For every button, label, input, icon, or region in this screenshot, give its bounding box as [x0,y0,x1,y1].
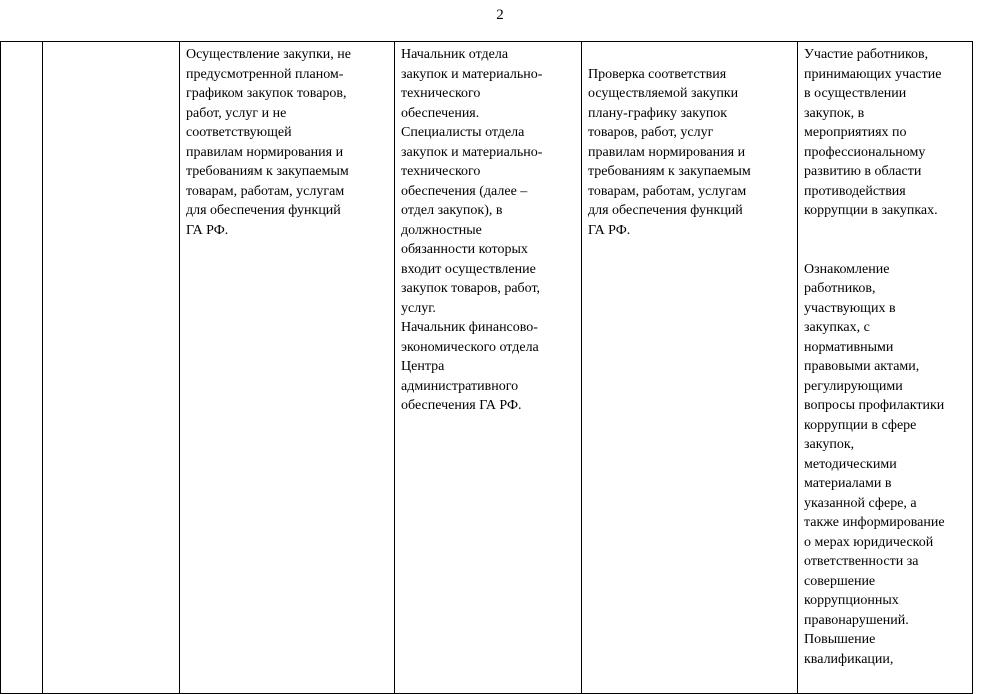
control-text-line: требованиям к закупаемым [588,164,751,179]
prevention-text-line: Повышение [804,632,876,647]
responsible-text-line: Начальник отдела [401,47,509,62]
cell-prevention-measures [798,42,973,694]
responsible-text-line: Начальник финансово- [401,320,538,335]
prevention-text-line: ответственности за [804,554,919,569]
prevention-text-line: Участие работников, [804,47,929,62]
prevention-text-line: развитию в области [804,164,922,179]
measures-table [0,41,973,694]
control-text-line: товаров, работ, услуг [588,125,714,140]
control-text-line: для обеспечения функций [588,203,743,218]
prevention-text-line: правонарушений. [804,612,909,628]
responsible-text-line: отдел закупок), в [401,203,503,218]
risk-text-line: предусмотренной планом- [186,66,344,82]
risk-text-line: графиком закупок товаров, [186,86,347,101]
prevention-text-line: также информирование [804,515,945,530]
control-text-line: Проверка соответствия [588,66,727,82]
risk-text-line: соответствующей [186,125,292,140]
paragraph-gap [804,221,966,241]
prevention-text-line: регулирующими [804,378,903,394]
prevention-text-line: указанной сфере, а [804,495,917,511]
risk-text-line: товарам, работам, услугам [186,183,345,199]
cell-number [1,42,43,694]
control-text-line: товарам, работам, услугам [588,183,747,199]
responsible-text-line: административного [401,378,519,394]
prevention-text-line: принимающих участие [804,66,942,82]
prevention-text-line: вопросы профилактики [804,398,945,413]
prevention-text-line: квалификации, [804,651,894,667]
prevention-text-line: коррупции в закупках. [804,203,938,218]
responsible-text-line: закупок и материально- [401,144,543,160]
risk-text-line: работ, услуг и не [186,105,287,121]
prevention-text-line: закупок, [804,437,855,452]
prevention-text-line: противодействия [804,183,906,199]
responsible-text-line: входит осуществление [401,261,536,277]
responsible-text-line: технического [401,86,481,101]
responsible-text-line: должностные [401,222,482,238]
cell-responsible-positions [395,42,582,694]
control-text-line: осуществляемой закупки [588,86,739,101]
prevention-text-line: мероприятиях по [804,125,907,140]
table-row [1,42,973,694]
prevention-text-line: работников, [804,281,876,296]
prevention-text-line: коррупции в сфере [804,417,917,433]
prevention-text-line: совершение [804,573,876,589]
paragraph-gap [804,240,966,260]
prevention-text-line: в осуществлении [804,86,907,101]
responsible-text-line: закупок товаров, работ, [401,281,541,296]
control-text-line: плану-графику закупок [588,105,728,121]
responsible-text-line: обеспечения. [401,105,480,121]
prevention-text-line: материалами в [804,476,892,491]
risk-text-line: для обеспечения функций [186,203,341,218]
risk-text-line: правилам нормирования и [186,144,344,160]
prevention-text-line: нормативными [804,339,894,355]
responsible-text-line: обязанности которых [401,242,528,257]
prevention-text-line: методическими [804,456,897,472]
responsible-text-line: технического [401,164,481,179]
responsible-text-line: Центра [401,359,445,374]
prevention-text-line: профессиональному [804,144,926,160]
control-text-line: ГА РФ. [588,222,631,238]
responsible-text-line: услуг. [401,300,436,316]
page-number: 2 [496,7,504,23]
cell-risk-description [180,42,395,694]
responsible-text-line: экономического отдела [401,339,539,355]
cell-control-measures [582,42,798,694]
prevention-text-line: коррупционных [804,593,899,608]
prevention-text-line: правовыми актами, [804,359,920,374]
prevention-text-line: закупках, с [804,320,870,335]
cell-function [43,42,180,694]
risk-text-line: требованиям к закупаемым [186,164,349,179]
prevention-text-line: участвующих в [804,300,896,316]
risk-text-line: ГА РФ. [186,222,229,238]
responsible-text-line: обеспечения (далее – [401,183,528,199]
responsible-text-line: обеспечения ГА РФ. [401,398,522,413]
responsible-text-line: закупок и материально- [401,66,543,82]
prevention-text-line: закупок, в [804,105,865,121]
prevention-text-line: Ознакомление [804,261,890,277]
responsible-text-line: Специалисты отдела [401,125,525,140]
prevention-text-line: о мерах юридической [804,534,934,550]
control-text-line: правилам нормирования и [588,144,746,160]
risk-text-line: Осуществление закупки, не [186,47,351,62]
